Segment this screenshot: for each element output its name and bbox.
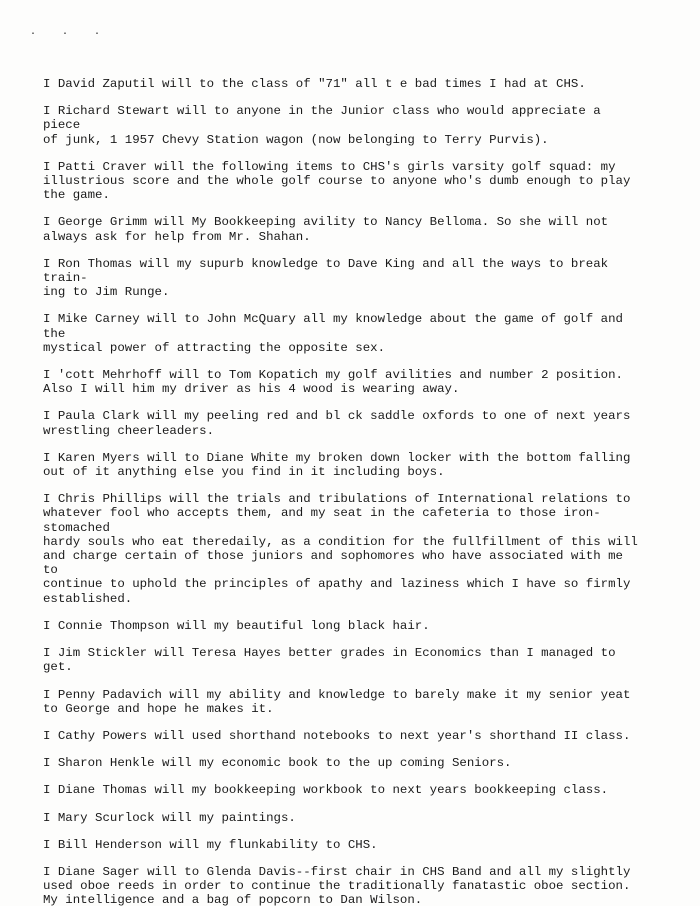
will-entry: I Diane Thomas will my bookkeeping workbook to next years bookkeeping class. (43, 783, 609, 798)
will-entry: I Patti Craver will the following items to CHS's girls varsity golf squad: my illustrious score and the whole golf course to anyone who's dumb enough to play the game. (43, 159, 631, 203)
will-entry: I Diane Sager will to Glenda Davis--first chair in CHS Band and all my slightly used oboe reeds in order to continue the traditionally fanatastic oboe section. My intelligence and a bag of popcorn to Dan Wilson. (43, 864, 631, 908)
will-entry: I Bill Henderson will my flunkability to CHS. (43, 837, 378, 852)
will-entry: I Sharon Henkle will my economic book to the up coming Seniors. (43, 756, 512, 771)
will-entry: I 'cott Mehrhoff will to Tom Kopatich my golf avilities and number 2 position. Also I will him my driver as his 4 wood is wearing away. (43, 368, 623, 397)
will-entry: I Mike Carney will to John McQuary all my knowledge about the game of golf and the mystical power of attracting the opposite sex. (43, 312, 623, 355)
will-entries (43, 77, 643, 921)
will-entry: I Chris Phillips will the trials and tribulations of International relations to whatever fool who accepts them, and my seat in the cafeteria to those iron-stomached hardy souls who eat theredaily, as a condition for the fullfillment of this will and charge certain of those juniors and sophomores who have associated with me to continue to uphold the principles of apathy and laziness which I have so firmly established. (43, 492, 638, 606)
will-entry: I Paula Clark will my peeling red and bl ck saddle oxfords to one of next years wrestling cheerleaders. (43, 409, 631, 438)
will-entry: I Karen Myers will to Diane White my broken down locker with the bottom falling out of it anything else you find in it including boys. (43, 450, 631, 480)
header-marks: . . . (30, 27, 111, 38)
will-entry: I Mary Scurlock will my paintings. (43, 810, 296, 825)
will-entry: I Ron Thomas will my supurb knowledge to Dave King and all the ways to break train- ing to Jim Runge. (43, 256, 609, 300)
will-entry: I Connie Thompson will my beautiful long black hair. (43, 618, 430, 633)
will-entry: I Penny Padavich will my ability and knowledge to barely make it my senior yeat to George and hope he makes it. (43, 687, 631, 716)
will-entry: I Richard Stewart will to anyone in the Junior class who would appreciate a piece of junk, 1 1957 Chevy Station wagon (now belonging to Terry Purvis). (43, 104, 601, 147)
will-entry: I Cathy Powers will used shorthand notebooks to next year's shorthand II class. (43, 728, 631, 743)
will-entry: I Jim Stickler will Teresa Hayes better grades in Economics than I managed to get. (43, 646, 623, 675)
will-entry: I David Zaputil will to the class of "71" all t e bad times I had at CHS. (43, 77, 586, 91)
will-entry: I George Grimm will My Bookkeeping avility to Nancy Belloma. So she will not always ask for help from Mr. Shahan. (43, 215, 609, 244)
